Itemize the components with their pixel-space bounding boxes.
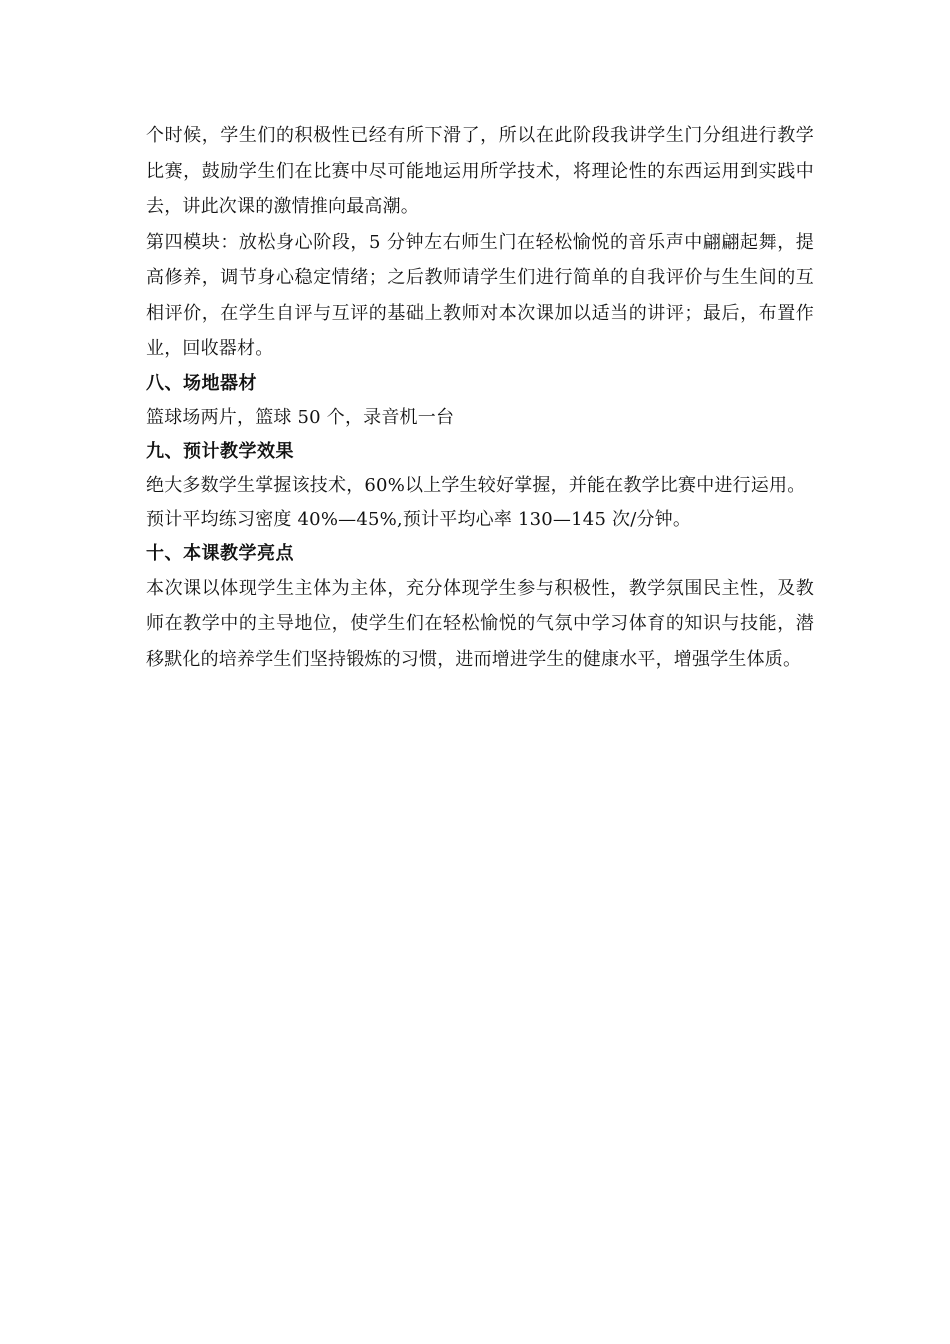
continuation-paragraph: 个时候，学生们的积极性已经有所下滑了，所以在此阶段我讲学生门分组进行教学比赛，鼓励学生们在比赛中尽可能地运用所学技术，将理论性的东西运用到实践中去，讲此次课的激情推向最高潮。 — [146, 125, 814, 217]
section-10-heading: 十、本课教学亮点 — [146, 542, 294, 564]
section-9-line-1: 绝大多数学生掌握该技术，60%以上学生较好掌握，并能在教学比赛中进行运用。 — [146, 474, 806, 496]
section-8-heading: 八、场地器材 — [146, 372, 257, 394]
section-9-heading: 九、预计教学效果 — [146, 440, 294, 462]
section-10-body: 本次课以体现学生主体为主体，充分体现学生参与积极性，教学氛围民主性，及教师在教学中的主导地位，使学生们在轻松愉悦的气氛中学习体育的知识与技能，潜移默化的培养学生们坚持锻炼的习惯，进而增进学生的健康水平，增强学生体质。 — [146, 577, 814, 670]
document-body — [146, 118, 814, 677]
module-four-paragraph: 第四模块：放松身心阶段，5 分钟左右师生门在轻松愉悦的音乐声中翩翩起舞，提高修养，调节身心稳定情绪；之后教师请学生们进行简单的自我评价与生生间的互相评价，在学生自评与互评的基础上教师对本次课加以适当的讲评；最后，布置作业，回收器材。 — [146, 231, 814, 359]
section-8-body: 篮球场两片，篮球 50 个，录音机一台 — [146, 406, 455, 428]
section-9-line-2: 预计平均练习密度 40%—45%,预计平均心率 130—145 次/分钟。 — [146, 508, 692, 530]
